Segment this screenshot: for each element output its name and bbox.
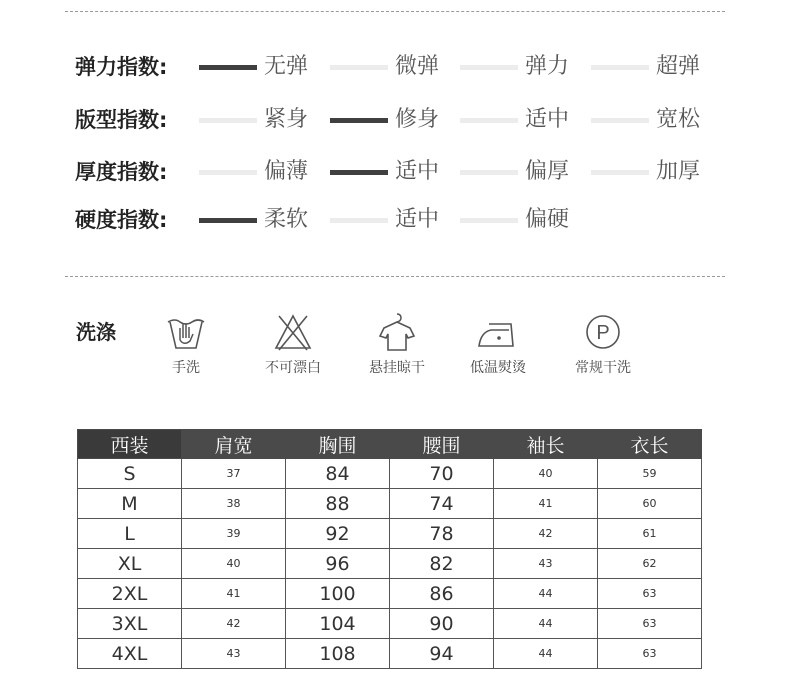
fabric-index-option-label: 无弹 xyxy=(264,54,309,79)
fabric-index-label: 厚度指数: xyxy=(75,160,168,184)
fabric-index-option-label: 微弹 xyxy=(395,54,440,79)
table-cell: 44 xyxy=(494,579,598,609)
fabric-index-option-label: 紧身 xyxy=(264,107,309,132)
table-cell: 96 xyxy=(286,549,390,579)
size-table-header-cell: 衣长 xyxy=(598,430,702,459)
table-cell: 4XL xyxy=(78,639,182,669)
table-cell: 63 xyxy=(598,609,702,639)
wash-label: 低温熨烫 xyxy=(470,360,526,376)
wash-item-hand-wash xyxy=(131,310,241,377)
index-bar xyxy=(460,218,518,223)
fabric-index-option-label: 修身 xyxy=(395,107,440,132)
table-cell: 38 xyxy=(182,489,286,519)
low-iron-icon xyxy=(475,310,521,354)
table-cell: 44 xyxy=(494,639,598,669)
table-cell: 39 xyxy=(182,519,286,549)
table-cell: 3XL xyxy=(78,609,182,639)
size-table-header xyxy=(78,430,702,459)
index-bar xyxy=(591,118,649,123)
fabric-index-option-label: 加厚 xyxy=(656,159,701,184)
table-row xyxy=(78,639,702,669)
wash-item-hang-dry xyxy=(342,310,452,377)
fabric-index-label: 硬度指数: xyxy=(75,208,168,232)
index-bar xyxy=(330,218,388,223)
index-bar xyxy=(330,65,388,70)
index-bar xyxy=(199,118,257,123)
size-table-header-cell: 袖长 xyxy=(494,430,598,459)
table-cell: 63 xyxy=(598,639,702,669)
index-bar xyxy=(199,170,257,175)
table-row xyxy=(78,459,702,489)
table-row xyxy=(78,489,702,519)
fabric-index-option-label: 偏硬 xyxy=(525,207,570,232)
index-bar-active xyxy=(199,218,257,223)
table-cell: 40 xyxy=(182,549,286,579)
fabric-index-option-label: 柔软 xyxy=(264,207,309,232)
table-cell: 42 xyxy=(494,519,598,549)
table-cell: 41 xyxy=(182,579,286,609)
index-bar xyxy=(591,170,649,175)
table-cell: 59 xyxy=(598,459,702,489)
wash-label: 手洗 xyxy=(172,360,200,376)
index-bar-active xyxy=(199,65,257,70)
table-cell: 42 xyxy=(182,609,286,639)
table-cell: 108 xyxy=(286,639,390,669)
table-cell: 63 xyxy=(598,579,702,609)
table-cell: 40 xyxy=(494,459,598,489)
size-table-header-cell: 胸围 xyxy=(286,430,390,459)
index-bar xyxy=(460,170,518,175)
table-cell: 62 xyxy=(598,549,702,579)
table-cell: 74 xyxy=(390,489,494,519)
table-cell: 43 xyxy=(182,639,286,669)
table-row xyxy=(78,519,702,549)
size-table-header-cell: 肩宽 xyxy=(182,430,286,459)
fabric-index-option-label: 弹力 xyxy=(525,54,570,79)
table-cell: 94 xyxy=(390,639,494,669)
size-table xyxy=(77,429,702,669)
table-cell: S xyxy=(78,459,182,489)
hand-wash-icon xyxy=(163,310,209,354)
size-table-header-cell: 西装 xyxy=(78,430,182,459)
index-bar xyxy=(460,65,518,70)
index-bar xyxy=(460,118,518,123)
table-row xyxy=(78,609,702,639)
wash-item-dry-clean xyxy=(548,310,658,377)
table-cell: 61 xyxy=(598,519,702,549)
size-table-header-cell: 腰围 xyxy=(390,430,494,459)
wash-section-title: 洗涤 xyxy=(76,320,116,344)
wash-label: 不可漂白 xyxy=(265,360,321,376)
wash-item-no-bleach xyxy=(238,310,348,377)
dry-clean-p-icon xyxy=(580,310,626,354)
index-bar xyxy=(591,65,649,70)
table-cell: 92 xyxy=(286,519,390,549)
fabric-index-option-label: 适中 xyxy=(395,207,440,232)
wash-label: 悬挂晾干 xyxy=(369,360,425,376)
index-bar-active xyxy=(330,170,388,175)
top-divider xyxy=(65,11,725,12)
fabric-index-option-label: 偏厚 xyxy=(525,159,570,184)
fabric-index-option-label: 超弹 xyxy=(656,54,701,79)
table-cell: 37 xyxy=(182,459,286,489)
wash-label: 常规干洗 xyxy=(575,360,631,376)
table-cell: 2XL xyxy=(78,579,182,609)
fabric-index-option-label: 偏薄 xyxy=(264,159,309,184)
table-cell: 44 xyxy=(494,609,598,639)
fabric-index-option-label: 适中 xyxy=(525,107,570,132)
fabric-index-label: 版型指数: xyxy=(75,108,168,132)
table-row xyxy=(78,579,702,609)
middle-divider xyxy=(65,276,725,277)
table-cell: 82 xyxy=(390,549,494,579)
table-cell: 100 xyxy=(286,579,390,609)
table-cell: 84 xyxy=(286,459,390,489)
table-cell: 90 xyxy=(390,609,494,639)
table-cell: XL xyxy=(78,549,182,579)
table-cell: 78 xyxy=(390,519,494,549)
table-cell: 43 xyxy=(494,549,598,579)
fabric-index-option-label: 宽松 xyxy=(656,107,701,132)
fabric-index-option-label: 适中 xyxy=(395,159,440,184)
table-cell: 104 xyxy=(286,609,390,639)
table-cell: L xyxy=(78,519,182,549)
table-row xyxy=(78,549,702,579)
table-cell: M xyxy=(78,489,182,519)
no-bleach-icon xyxy=(270,310,316,354)
fabric-index-label: 弹力指数: xyxy=(75,55,168,79)
table-cell: 88 xyxy=(286,489,390,519)
table-cell: 70 xyxy=(390,459,494,489)
table-cell: 60 xyxy=(598,489,702,519)
index-bar-active xyxy=(330,118,388,123)
wash-item-low-iron xyxy=(443,310,553,377)
table-cell: 41 xyxy=(494,489,598,519)
table-cell: 86 xyxy=(390,579,494,609)
svg-text:P: P xyxy=(596,322,610,344)
hang-dry-icon xyxy=(374,310,420,354)
